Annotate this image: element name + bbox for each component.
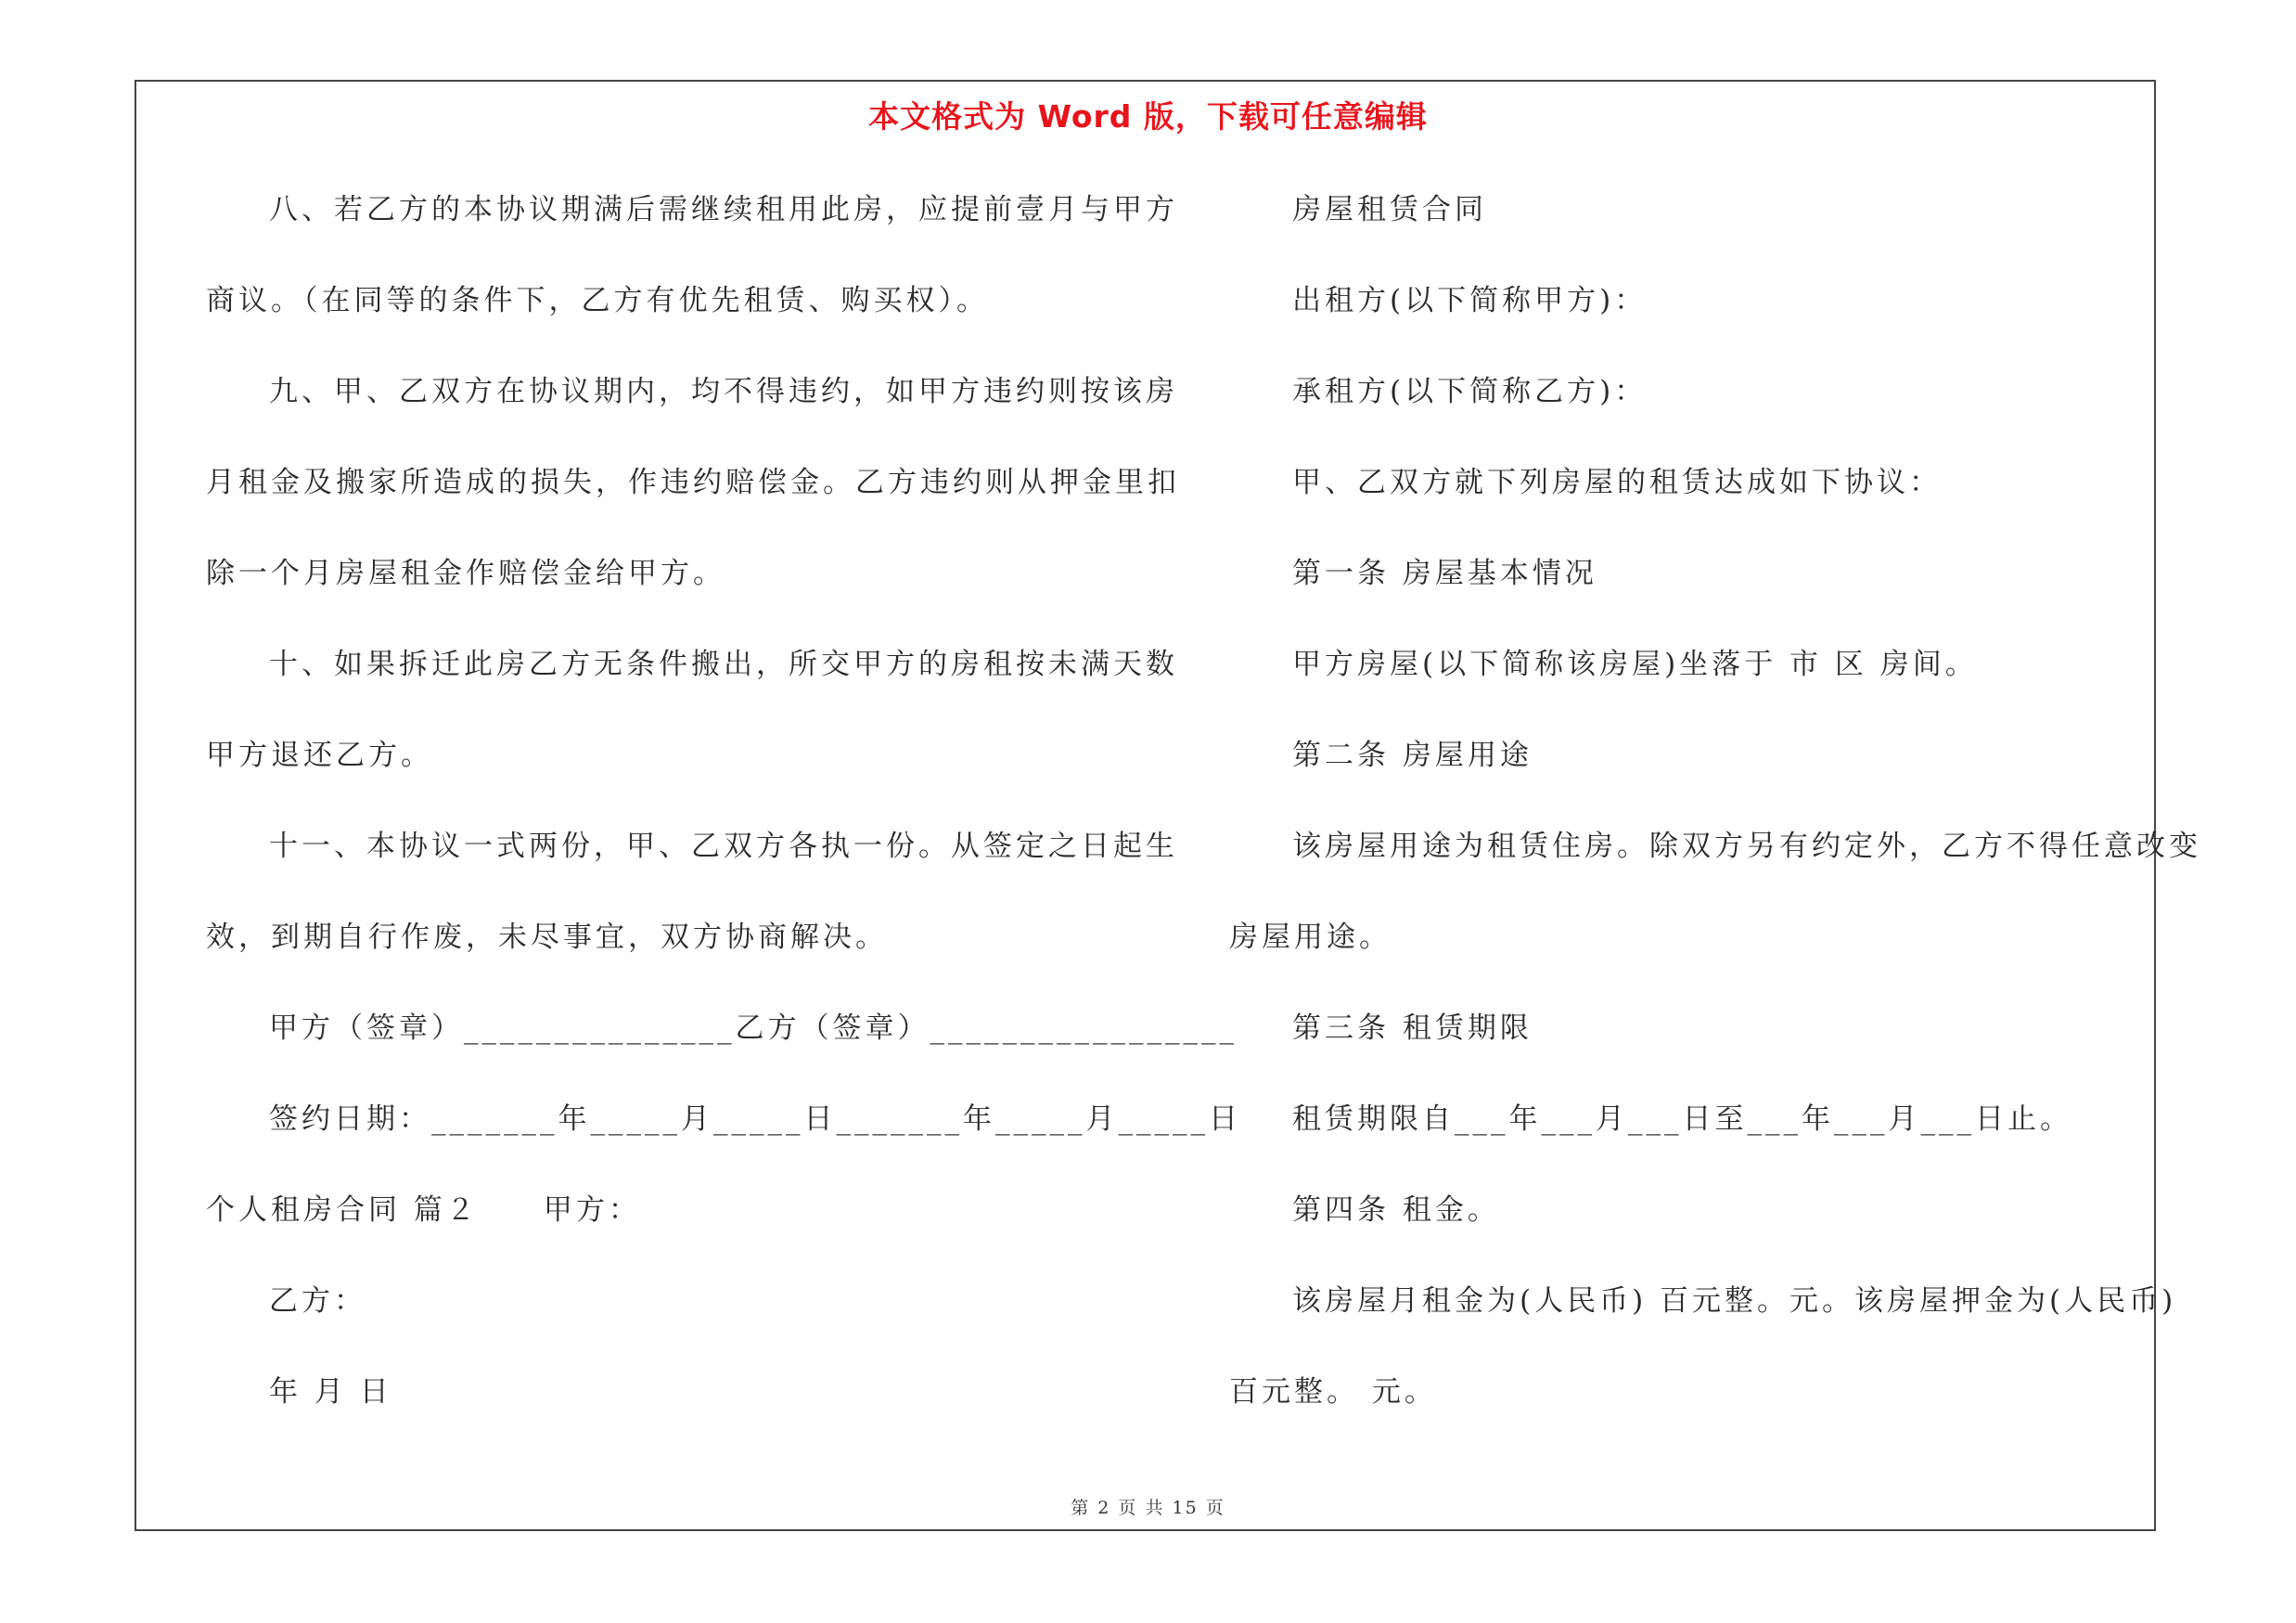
- paragraph-line: 承租方(以下简称乙方)：: [1292, 375, 1648, 408]
- paragraph-line: 月租金及搬家所造成的损失，作违约赔偿金。乙方违约则从押金里扣: [206, 466, 1180, 499]
- paragraph-line: 该房屋用途为租赁住房。除双方另有约定外，乙方不得任意改变: [1292, 830, 2201, 863]
- article-heading: 第三条 租赁期限: [1292, 1011, 1533, 1045]
- paragraph-line: 该房屋月租金为(人民币) 百元整。元。该房屋押金为(人民币): [1292, 1284, 2177, 1318]
- paragraph-line: 九、甲、乙双方在协议期内，均不得违约，如甲方违约则按该房: [269, 375, 1178, 408]
- paragraph-line: 百元整。 元。: [1229, 1375, 1437, 1409]
- paragraph-line: 十、如果拆迁此房乙方无条件搬出，所交甲方的房租按未满天数: [269, 648, 1178, 681]
- article-heading: 第二条 房屋用途: [1292, 739, 1533, 772]
- signing-date-line: 签约日期：_______年_____月_____日_______年_____月_____日: [269, 1102, 1241, 1136]
- paragraph-line: 甲方退还乙方。: [206, 739, 433, 772]
- format-banner: 本文格式为 Word 版，下载可任意编辑: [868, 98, 1428, 135]
- page-number: 第 2 页 共 15 页: [1071, 1498, 1225, 1518]
- article-heading: 第四条 租金。: [1292, 1193, 1500, 1227]
- party-b-line: 乙方：: [269, 1284, 366, 1318]
- paragraph-line: 房屋用途。: [1229, 921, 1392, 954]
- paragraph-line: 十一、本协议一式两份，甲、乙双方各执一份。从签定之日起生: [269, 830, 1178, 863]
- paragraph-line: 除一个月房屋租金作赔偿金给甲方。: [206, 557, 725, 590]
- signature-line: 甲方（签章）_______________乙方（签章）_________________: [269, 1011, 1238, 1045]
- paragraph-line: 商议。（在同等的条件下，乙方有优先租赁、购买权）。: [206, 284, 989, 317]
- date-line: 年 月 日: [269, 1375, 392, 1409]
- article-heading: 第一条 房屋基本情况: [1292, 557, 1597, 590]
- paragraph-line: 租赁期限自___年___月___日至___年___月___日止。: [1292, 1102, 2072, 1136]
- section-heading-line: 个人租房合同 篇２ 甲方：: [206, 1193, 641, 1227]
- paragraph-line: 甲方房屋(以下简称该房屋)坐落于 市 区 房间。: [1292, 648, 1978, 681]
- paragraph-line: 八、若乙方的本协议期满后需继续租用此房，应提前壹月与甲方: [269, 193, 1178, 226]
- contract-title: 房屋租赁合同: [1292, 193, 1487, 226]
- paragraph-line: 甲、乙双方就下列房屋的租赁达成如下协议：: [1292, 466, 1942, 499]
- paragraph-line: 出租方(以下简称甲方)：: [1292, 284, 1648, 317]
- paragraph-line: 效，到期自行作废，未尽事宜，双方协商解决。: [206, 921, 888, 954]
